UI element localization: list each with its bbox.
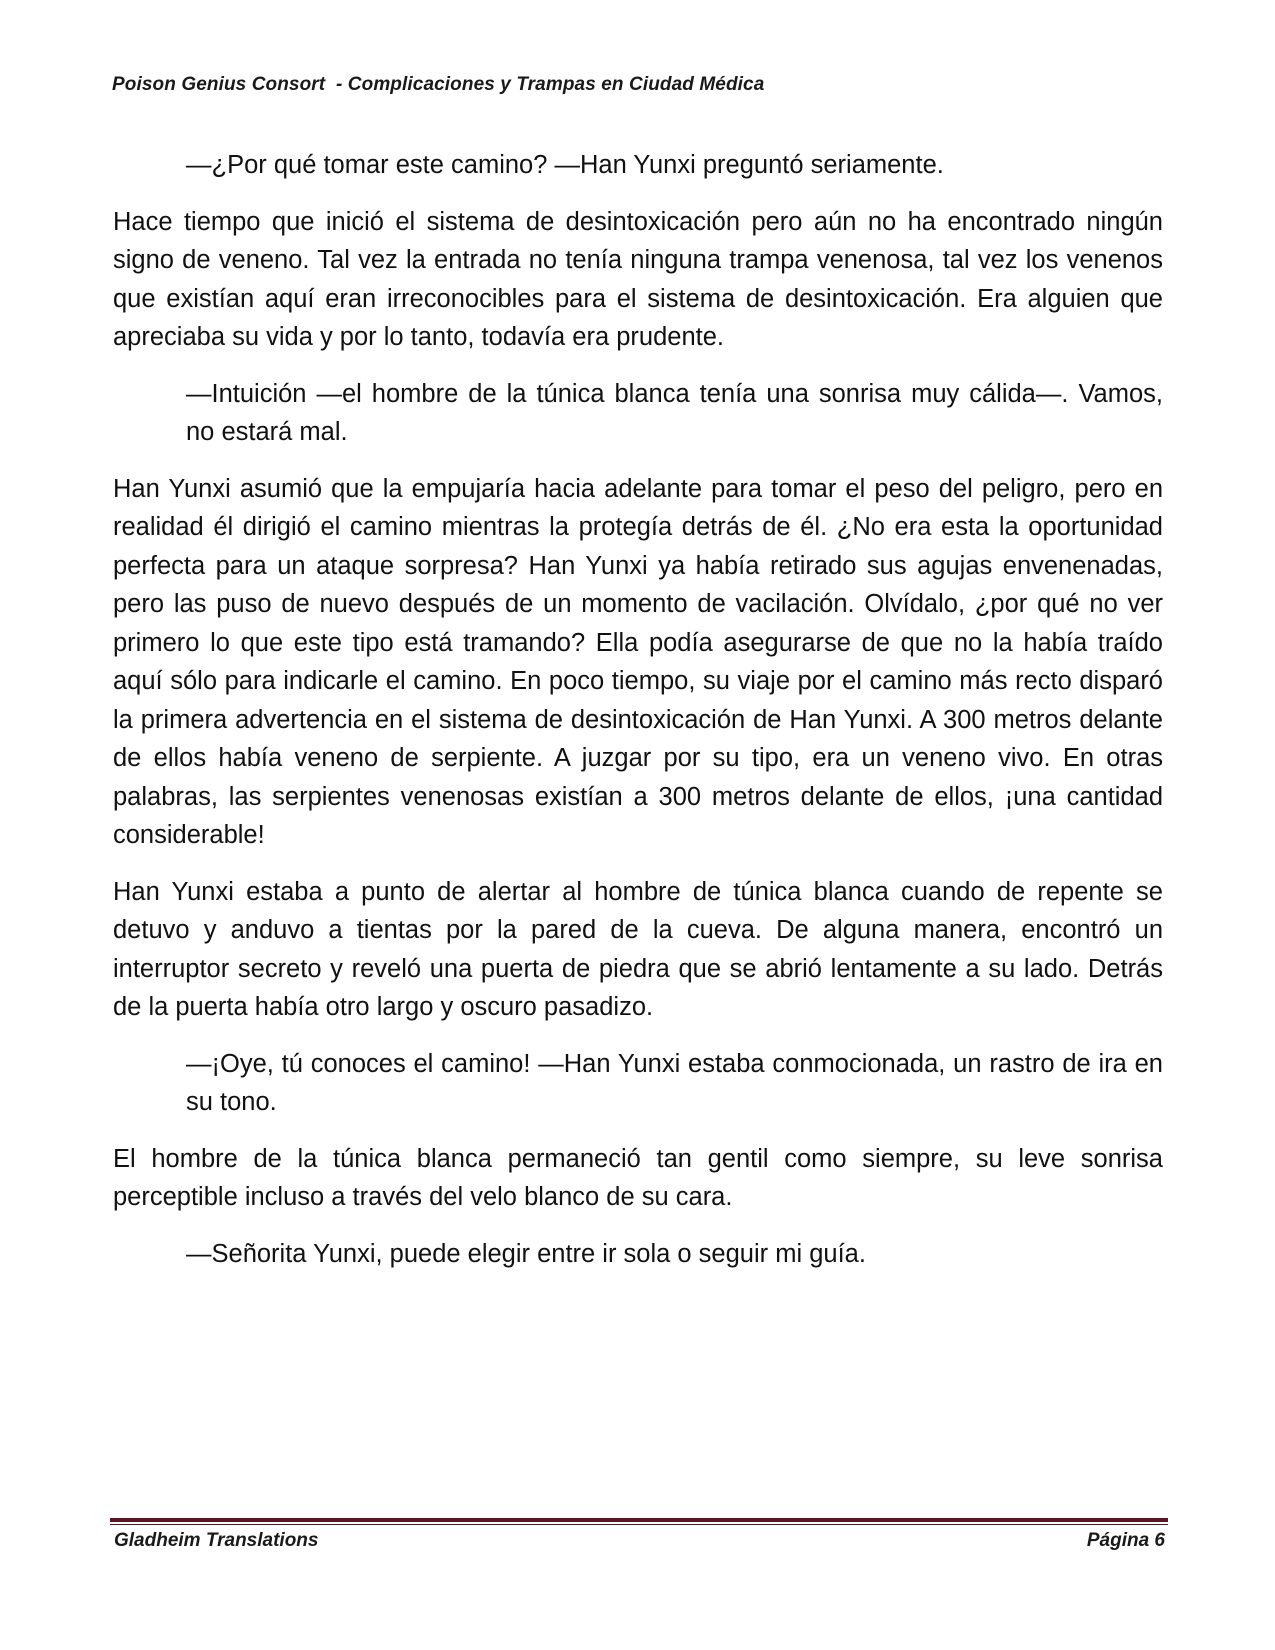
footer-divider-thick (110, 1518, 1168, 1522)
narration-paragraph: Hace tiempo que inició el sistema de desintoxicación pero aún no ha encontrado ningún signo de veneno. Tal vez la entrada no tenía ninguna trampa venenosa, tal vez los venenos que existían aquí eran irreconocibles para el sistema de desintoxicación. Era alguien que apreciaba su vida y por lo tanto, todavía era prudente. (113, 207, 1163, 351)
dialogue-paragraph: —¡Oye, tú conoces el camino! —Han Yunxi estaba conmocionada, un rastro de ira en su tono. (186, 1049, 1163, 1116)
page-header-title: Poison Genius Consort - Complicaciones y Trampas en Ciudad Médica (112, 74, 765, 95)
footer-divider-thin (110, 1524, 1168, 1525)
narration-paragraph: Han Yunxi estaba a punto de alertar al hombre de túnica blanca cuando de repente se detuvo y anduvo a tientas por la pared de la cueva. De alguna manera, encontró un interruptor secreto y reveló una puerta de piedra que se abrió lentamente a su lado. Detrás de la puerta había otro largo y oscuro pasadizo. (113, 877, 1163, 1021)
dialogue-paragraph: —¿Por qué tomar este camino? —Han Yunxi preguntó seriamente. (186, 151, 944, 179)
dialogue-paragraph: —Intuición —el hombre de la túnica blanca tenía una sonrisa muy cálida—. Vamos, no estará mal. (186, 379, 1163, 446)
narration-paragraph: El hombre de la túnica blanca permaneció tan gentil como siempre, su leve sonrisa perceptible incluso a través del velo blanco de su cara. (113, 1144, 1163, 1211)
narration-paragraph: Han Yunxi asumió que la empujaría hacia adelante para tomar el peso del peligro, pero en realidad él dirigió el camino mientras la protegía detrás de él. ¿No era esta la oportunidad perfecta para un ataque sorpresa? Han Yunxi ya había retirado sus agujas envenenadas, pero las puso de nuevo después de un momento de vacilación. Olvídalo, ¿por qué no ver primero lo que este tipo está tramando? Ella podía asegurarse de que no la había traído aquí sólo para indicarle el camino. En poco tiempo, su viaje por el camino más recto disparó la primera advertencia en el sistema de desintoxicación de Han Yunxi. A 300 metros delante de ellos había veneno de serpiente. A juzgar por su tipo, era un veneno vivo. En otras palabras, las serpientes venenosas existían a 300 metros delante de ellos, ¡una cantidad considerable! (113, 474, 1163, 849)
dialogue-paragraph: —Señorita Yunxi, puede elegir entre ir sola o seguir mi guía. (186, 1239, 866, 1268)
footer-translator: Gladheim Translations (114, 1530, 319, 1551)
document-body (113, 146, 1163, 1291)
footer-page-number: Página 6 (1086, 1530, 1165, 1551)
